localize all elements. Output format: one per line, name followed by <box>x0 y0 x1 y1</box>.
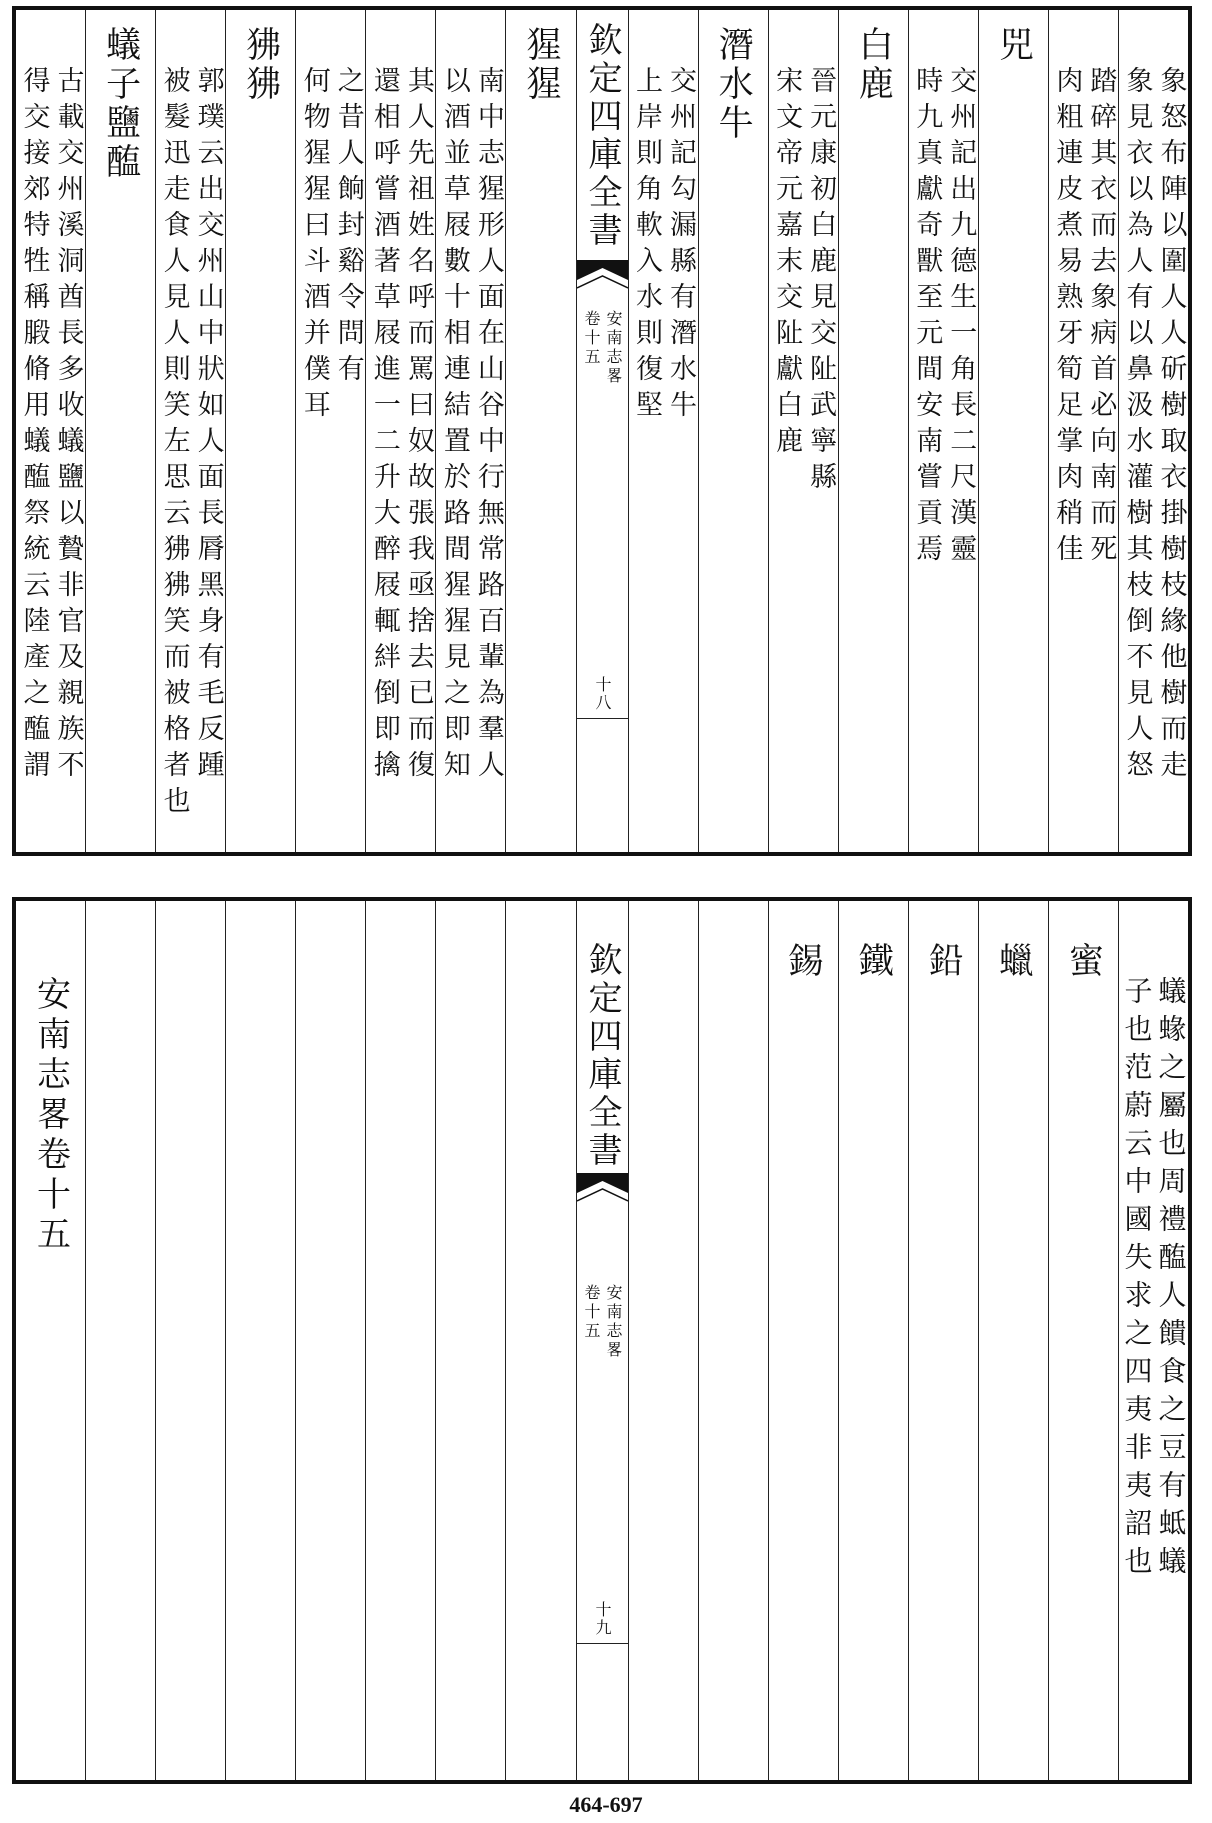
empty-column <box>505 901 575 1780</box>
entry-heading: 鉛 <box>923 942 964 981</box>
column <box>365 10 435 852</box>
empty-column <box>225 901 295 1780</box>
double-line-note <box>366 66 435 786</box>
double-line-note <box>909 66 978 570</box>
double-line-note <box>1119 66 1188 786</box>
note-line: 以酒並草屐數十相連結置於路間猩猩見之即知 <box>438 66 470 786</box>
fold-book-label <box>577 310 628 386</box>
empty-column <box>85 901 155 1780</box>
note-line: 時九真獻奇獸至元間安南嘗貢焉 <box>911 66 943 570</box>
book-title: 安南志畧 <box>604 310 623 386</box>
column <box>1048 901 1118 1780</box>
column <box>838 901 908 1780</box>
entry-heading: 蟻子鹽醢 <box>100 26 141 182</box>
note-line: 古載交州溪洞酋長多收蟻鹽以贄非官及親族不 <box>52 66 84 786</box>
entry-heading: 白鹿 <box>853 26 894 104</box>
note-line: 肉粗連皮煮易熟牙筍足掌肉稍佳 <box>1051 66 1083 570</box>
center-fold <box>576 901 629 1780</box>
column <box>768 10 838 852</box>
fold-book-label <box>577 1284 628 1360</box>
column <box>295 10 365 852</box>
note-line: 象見衣以為人有以鼻汲水灌樹其枝倒不見人怒 <box>1121 66 1153 786</box>
entry-heading: 蠟 <box>993 942 1034 981</box>
column <box>629 10 698 852</box>
double-line-note <box>436 66 505 786</box>
column <box>505 10 575 852</box>
entry-heading: 兕 <box>993 26 1034 65</box>
note-line: 象怒布陣以圍人人斫樹取衣掛樹枝緣他樹而走 <box>1155 66 1187 786</box>
column <box>85 10 155 852</box>
column <box>698 10 768 852</box>
double-line-note <box>1049 66 1118 570</box>
entry-heading: 錫 <box>783 942 824 981</box>
fish-tail-mark <box>577 1173 628 1207</box>
double-line-note <box>1119 976 1188 1584</box>
note-line: 得交接郊特牲稱腶脩用蟻醢祭統云陸產之醢謂 <box>18 66 50 786</box>
empty-column <box>155 901 225 1780</box>
note-line: 交州記勾漏縣有潛水牛 <box>665 66 697 426</box>
note-line: 宋文帝元嘉末交阯獻白鹿 <box>771 66 803 462</box>
note-line: 晉元康初白鹿見交阯武寧縣 <box>805 66 837 498</box>
note-line: 郭璞云出交州山中狀如人面長脣黑身有毛反踵 <box>192 66 224 786</box>
column <box>1118 10 1188 852</box>
juan-number: 卷十五 <box>582 1284 601 1341</box>
double-line-note <box>16 66 85 786</box>
entry-heading: 潛水牛 <box>713 26 754 143</box>
empty-column <box>365 901 435 1780</box>
entry-heading: 狒狒 <box>240 26 281 104</box>
lower-page <box>12 897 1192 1784</box>
double-line-note <box>769 66 838 498</box>
column <box>908 901 978 1780</box>
note-line: 之昔人餉封谿令問有 <box>332 66 364 390</box>
volume-end-title: 安南志畧卷十五 <box>30 976 71 1256</box>
empty-column <box>435 901 505 1780</box>
column <box>225 10 295 852</box>
leaf-rule <box>577 1643 628 1644</box>
column <box>435 10 505 852</box>
column <box>768 901 838 1780</box>
note-line: 蟻蝝之屬也周禮醢人饋食之豆有蚳蟻 <box>1154 976 1188 1584</box>
series-title: 欽定四庫全書 <box>582 22 622 250</box>
column <box>16 10 85 852</box>
column <box>908 10 978 852</box>
note-line: 南中志猩形人面在山谷中行無常路百輩為羣人 <box>472 66 504 786</box>
leaf-rule <box>577 718 628 719</box>
note-line: 還相呼嘗酒著草屐進一二升大醉屐輒絆倒即擒 <box>368 66 400 786</box>
double-line-note <box>629 66 698 426</box>
leaf-number: 十八 <box>593 676 612 712</box>
note-line: 何物猩猩曰斗酒并僕耳 <box>298 66 330 426</box>
note-line: 踏碎其衣而去象病首必向南而死 <box>1085 66 1117 570</box>
book-title: 安南志畧 <box>604 1284 623 1360</box>
entry-heading: 猩猩 <box>520 26 561 104</box>
note-line: 上岸則角軟入水則復堅 <box>631 66 663 426</box>
empty-column <box>698 901 768 1780</box>
column <box>1048 10 1118 852</box>
double-line-note <box>296 66 365 426</box>
column <box>16 901 85 1780</box>
leaf-number: 十九 <box>593 1601 612 1637</box>
entry-heading: 鐵 <box>853 942 894 981</box>
note-line: 被髮迅走食人見人則笑左思云狒狒笑而被格者也 <box>158 66 190 822</box>
note-line: 子也范蔚云中國失求之四夷非夷詔也 <box>1120 976 1154 1584</box>
page-code: 464-697 <box>569 1792 643 1817</box>
entry-heading: 蜜 <box>1063 942 1104 981</box>
note-line: 其人先祖姓名呼而罵曰奴故張我亟捨去已而復 <box>402 66 434 786</box>
column <box>155 10 225 852</box>
column <box>978 10 1048 852</box>
center-fold <box>576 10 629 852</box>
double-line-note <box>156 66 225 822</box>
empty-column <box>629 901 698 1780</box>
upper-page <box>12 6 1192 856</box>
series-title: 欽定四庫全書 <box>582 942 622 1170</box>
column <box>978 901 1048 1780</box>
fish-tail-mark <box>577 260 628 294</box>
column <box>838 10 908 852</box>
column <box>1118 901 1188 1780</box>
empty-column <box>295 901 365 1780</box>
juan-number: 卷十五 <box>582 310 601 367</box>
note-line: 交州記出九德生一角長二尺漢靈 <box>945 66 977 570</box>
